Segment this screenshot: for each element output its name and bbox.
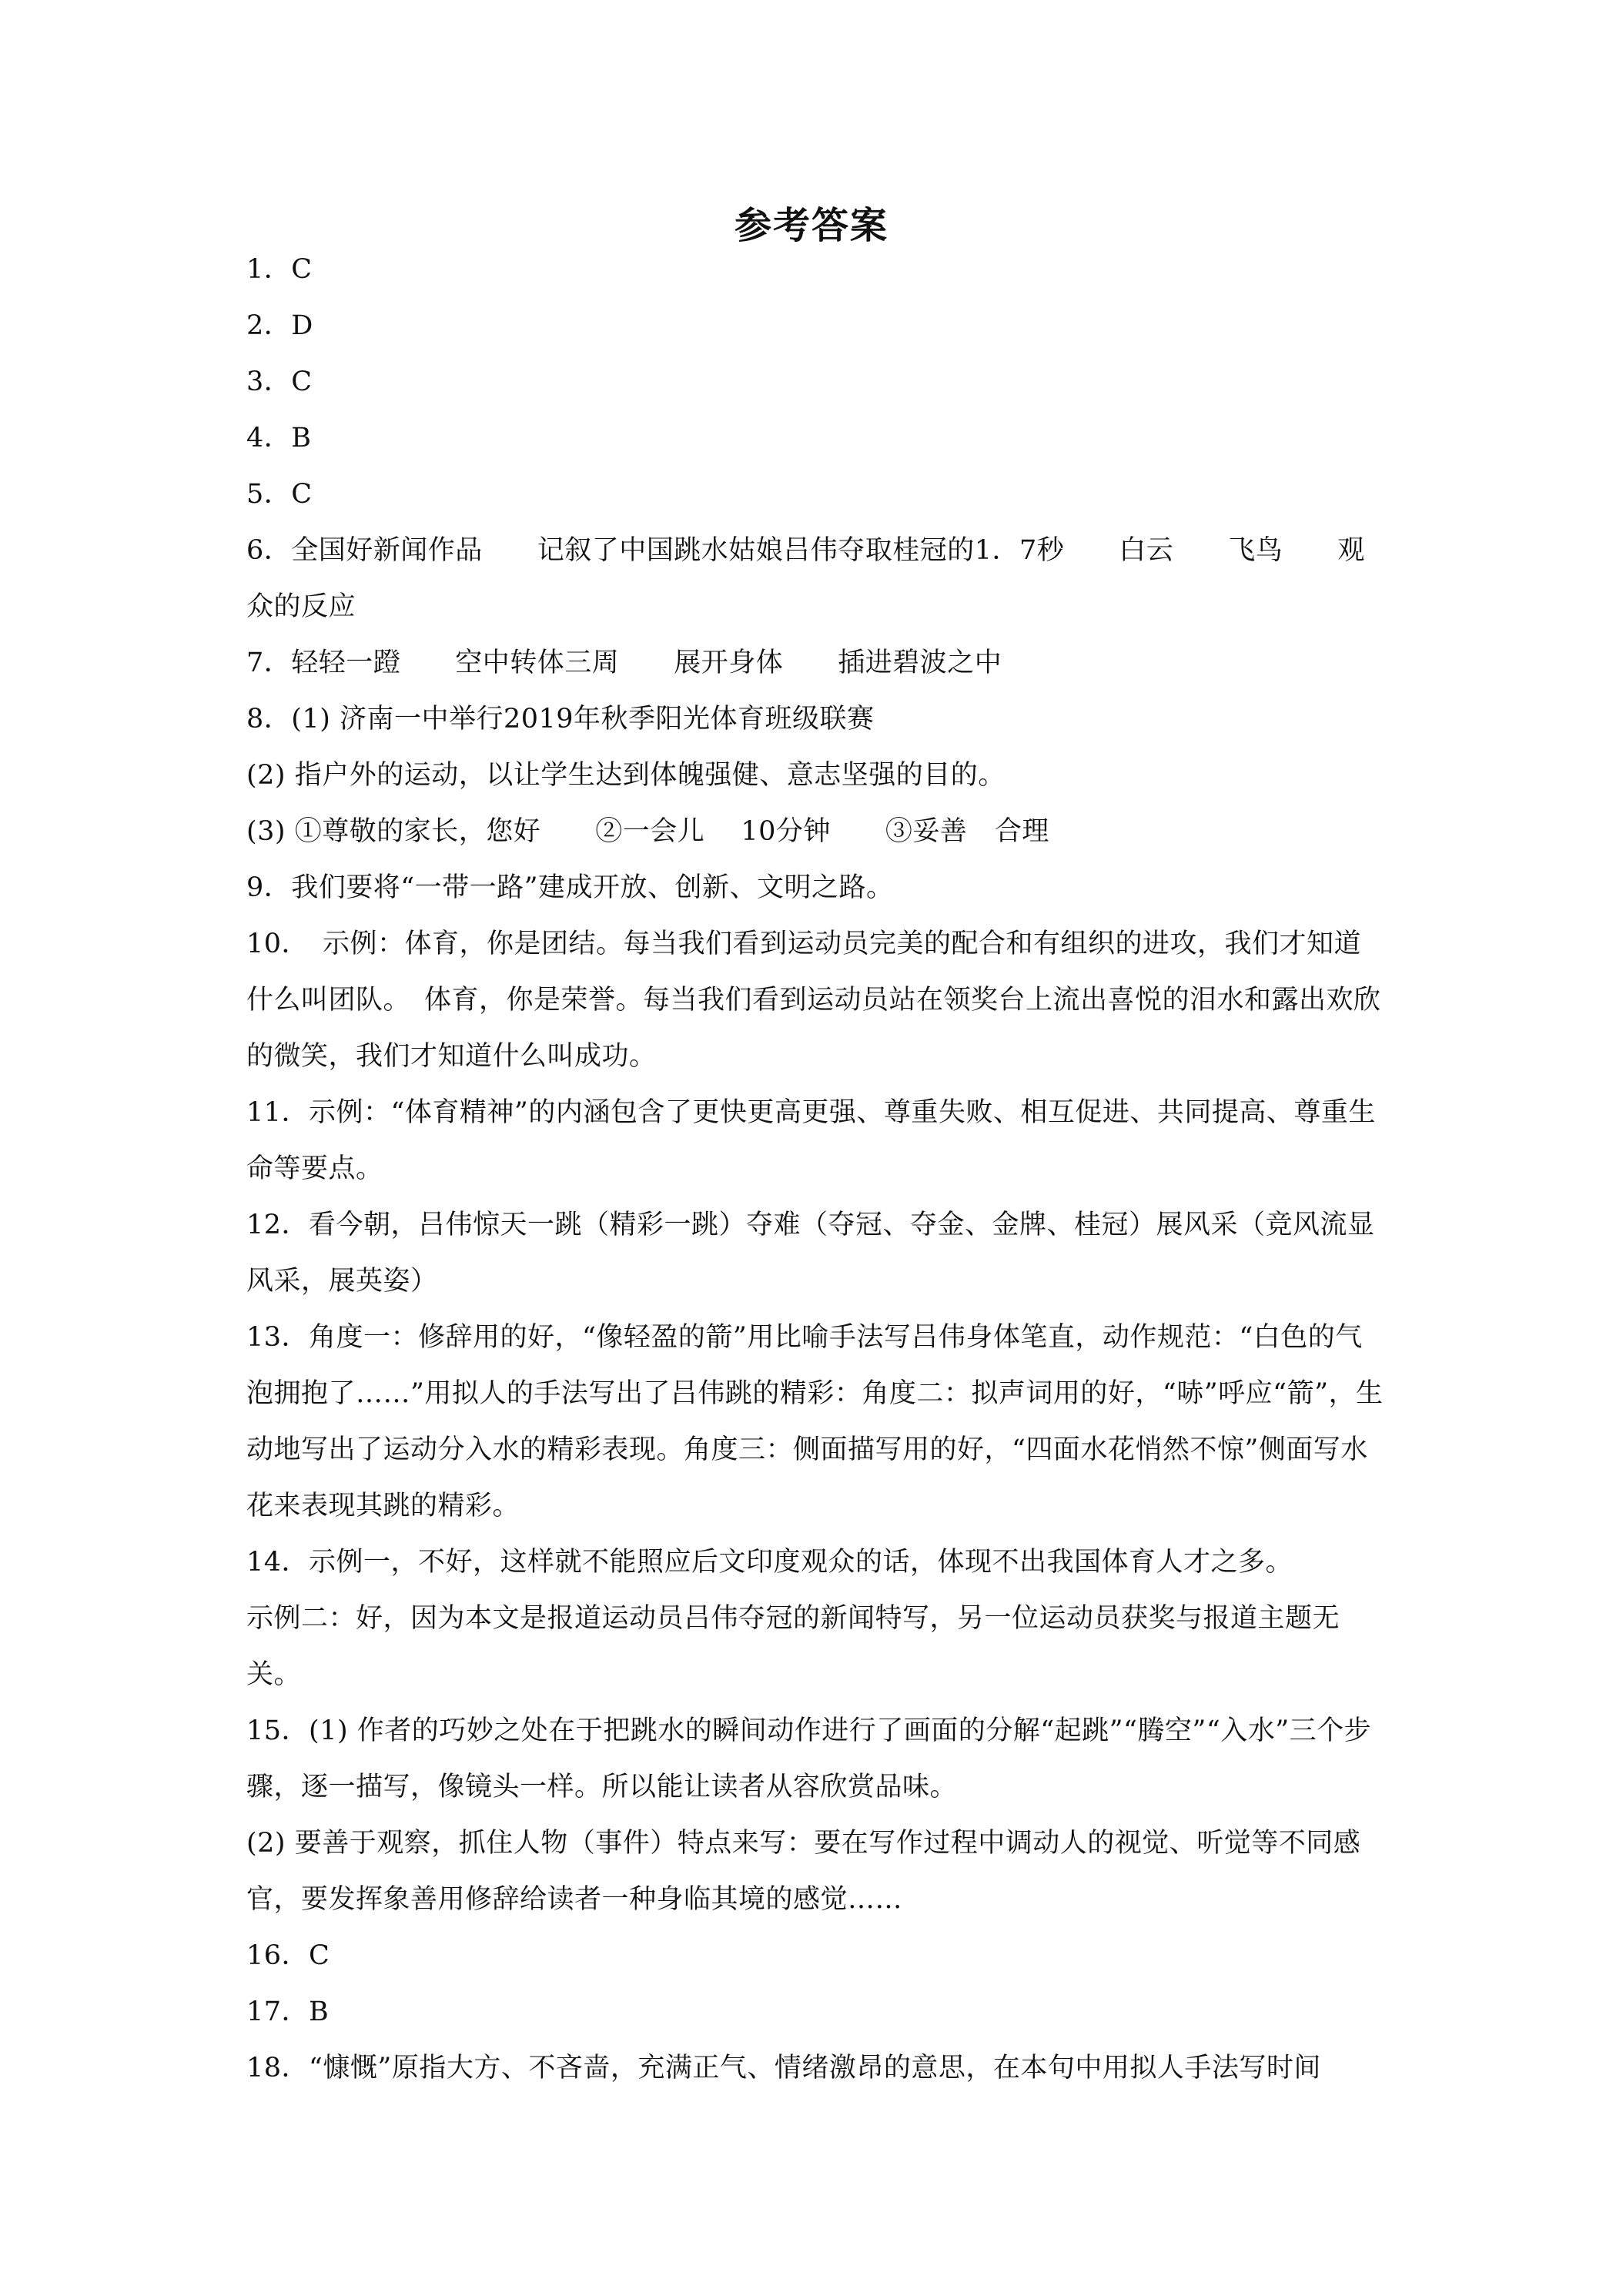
answer-line-7: 7．轻轻一蹬 空中转体三周 展开身体 插进碧波之中 (246, 648, 1002, 678)
answer-line-10: 10． 示例：体育，你是团结。每当我们看到运动员完美的配合和有组织的进攻，我们才知道什么叫团队。 体育，你是荣誉。每当我们看到运动员站在领奖台上流出喜悦的泪水和露出欢欣的微笑，我们才知道什么叫成功。 (246, 929, 1381, 1072)
answer-line-14-2: 示例二：好，因为本文是报道运动员吕伟夺冠的新闻特写，另一位运动员获奖与报道主题无关。 (246, 1603, 1340, 1690)
answer-line-5: 5．C (246, 479, 313, 510)
answer-list (246, 242, 1386, 2097)
answer-line-15-2: (2) 要善于观察，抓住人物（事件）特点来写：要在写作过程中调动人的视觉、听觉等不同感官，要发挥象善用修辞给读者一种身临其境的感觉…… (246, 1828, 1361, 1915)
answer-line-13: 13．角度一：修辞用的好，“像轻盈的箭”用比喻手法写吕伟身体笔直，动作规范：“白色的气泡拥抱了……”用拟人的手法写出了吕伟跳的精彩：角度二：拟声词用的好，“哧”呼应“箭”，生动地写出了运动分入水的精彩表现。角度三：侧面描写用的好，“四面水花悄然不惊”侧面写水花来表现其跳的精彩。 (246, 1322, 1384, 1521)
answer-line-12: 12．看今朝，吕伟惊天一跳（精彩一跳）夺难（夺冠、夺金、金牌、桂冠）展风采（竞风流显风采，展英姿） (246, 1210, 1375, 1297)
answer-line-14-1: 14．示例一，不好，这样就不能照应后文印度观众的话，体现不出我国体育人才之多。 (246, 1547, 1293, 1578)
answer-line-18: 18．“慷慨”原指大方、不吝啬，充满正气、情绪激昂的意思，在本句中用拟人手法写时间 (246, 2053, 1321, 2083)
answer-line-3: 3．C (246, 366, 313, 397)
answer-line-8-1: 8．(1) 济南一中举行2019年秋季阳光体育班级联赛 (246, 704, 875, 735)
answer-line-4: 4．B (246, 423, 312, 454)
answer-line-1: 1．C (246, 254, 313, 285)
answer-line-11: 11．示例：“体育精神”的内涵包含了更快更高更强、尊重失败、相互促进、共同提高、尊重生命等要点。 (246, 1097, 1376, 1184)
answer-line-6: 6．全国好新闻作品 记叙了中国跳水姑娘吕伟夺取桂冠的1．7秒 白云 飞鸟 观众的反应 (246, 535, 1365, 622)
answer-line-9: 9．我们要将“一带一路”建成开放、创新、文明之路。 (246, 872, 894, 903)
answer-line-15-1: 15．(1) 作者的巧妙之处在于把跳水的瞬间动作进行了画面的分解“起跳”“腾空”“入水”三个步骤，逐一描写，像镜头一样。所以能让读者从容欣赏品味。 (246, 1715, 1372, 1802)
answer-line-8-2: (2) 指户外的运动，以让学生达到体魄强健、意志坚强的目的。 (246, 760, 1006, 791)
answer-line-17: 17．B (246, 1996, 330, 2027)
answer-line-16: 16．C (246, 1940, 330, 1971)
answer-line-8-3: (3) ①尊敬的家长，您好 ②一会儿 10分钟 ③妥善 合理 (246, 816, 1049, 847)
answer-line-2: 2．D (246, 310, 313, 341)
page-title: 参考答案 (734, 204, 888, 247)
